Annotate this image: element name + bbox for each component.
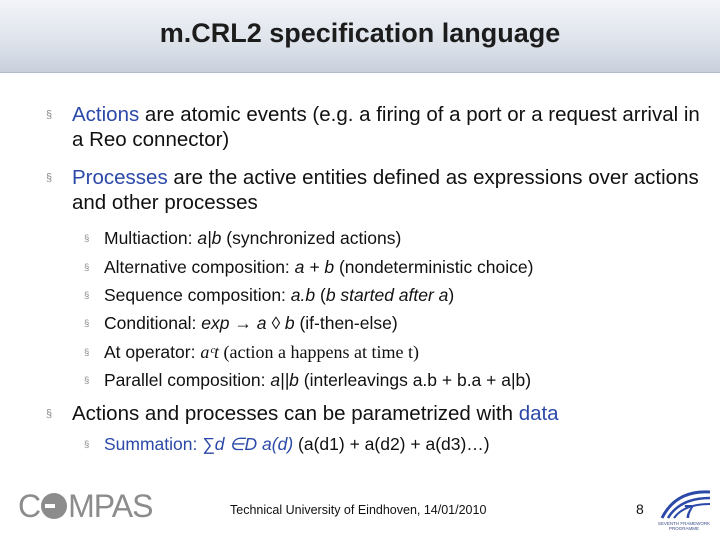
bullet-marker: § (84, 290, 90, 301)
sub-desc: ( (315, 285, 326, 305)
bullet-marker: § (46, 172, 53, 184)
bullet-processes (46, 165, 702, 215)
term-data: data (518, 402, 559, 425)
sub-label: Multiaction: (104, 228, 198, 248)
sub-alternative (84, 256, 534, 278)
sub-label: At operator: (104, 342, 201, 362)
bullet-actions (46, 102, 702, 152)
sub-expr: a||b (270, 370, 299, 390)
bullet-text: are atomic events (e.g. a firing of a port or a request arrival in a Reo connector) (72, 103, 700, 151)
bullet-marker: § (84, 439, 90, 450)
term-processes: Processes (72, 166, 168, 189)
bullet-marker: § (84, 347, 90, 358)
bullet-marker: § (46, 109, 53, 121)
bullet-data (46, 401, 702, 426)
fp7-logo-icon (654, 488, 714, 522)
sub-desc-italic: b started after a (325, 285, 449, 305)
sub-desc: (a(d1) + a(d2) + a(d3)…) (293, 434, 490, 454)
sub-summation (84, 433, 490, 455)
sub-desc: (nondeterministic choice) (334, 257, 534, 277)
sub-label: Sequence composition: (104, 285, 291, 305)
bullet-marker: § (84, 233, 90, 244)
logo-o-icon (41, 493, 67, 519)
sub-parallel (84, 369, 532, 391)
sub-sequence (84, 284, 455, 306)
sub-desc: (action a happens at time t) (219, 342, 419, 362)
sub-desc: (interleavings a.b + b.a + a|b) (298, 370, 532, 390)
sub-expr: a.b (290, 285, 316, 305)
bullet-marker: § (84, 318, 90, 329)
compas-logo: C MPAS (18, 488, 153, 524)
sub-expr: aᶜt (200, 342, 220, 362)
sub-expr: ∑d ∈D a(d) (202, 434, 294, 454)
sub-label: Summation: (104, 434, 203, 454)
sub-at-operator (84, 341, 419, 363)
sub-label: Alternative composition: (104, 257, 295, 277)
sub-expr: exp → a ◊ b (201, 313, 295, 333)
page-number: 8 (636, 501, 644, 517)
footer-text: Technical University of Eindhoven, 14/01/2010 (230, 503, 487, 517)
sub-label: Parallel composition: (104, 370, 271, 390)
sub-desc: ) (448, 285, 455, 305)
sub-desc: (synchronized actions) (221, 228, 402, 248)
term-actions: Actions (72, 103, 140, 126)
bullet-marker: § (84, 262, 90, 273)
sub-conditional (84, 312, 398, 334)
sub-expr: a|b (197, 228, 222, 248)
bullet-text: Actions and processes can be parametrized with (72, 402, 519, 425)
slide-title: m.CRL2 specification language (159, 18, 561, 48)
svg-text:7: 7 (684, 502, 695, 522)
sub-multiaction (84, 227, 402, 249)
bullet-marker: § (84, 375, 90, 386)
bullet-text: are the active entities defined as expressions over actions and other processes (72, 166, 699, 214)
bullet-marker: § (46, 408, 53, 420)
sub-label: Conditional: (104, 313, 202, 333)
fp7-label: SEVENTH FRAMEWORK PROGRAMME (657, 521, 711, 531)
sub-desc: (if-then-else) (294, 313, 398, 333)
sub-expr: a + b (294, 257, 335, 277)
